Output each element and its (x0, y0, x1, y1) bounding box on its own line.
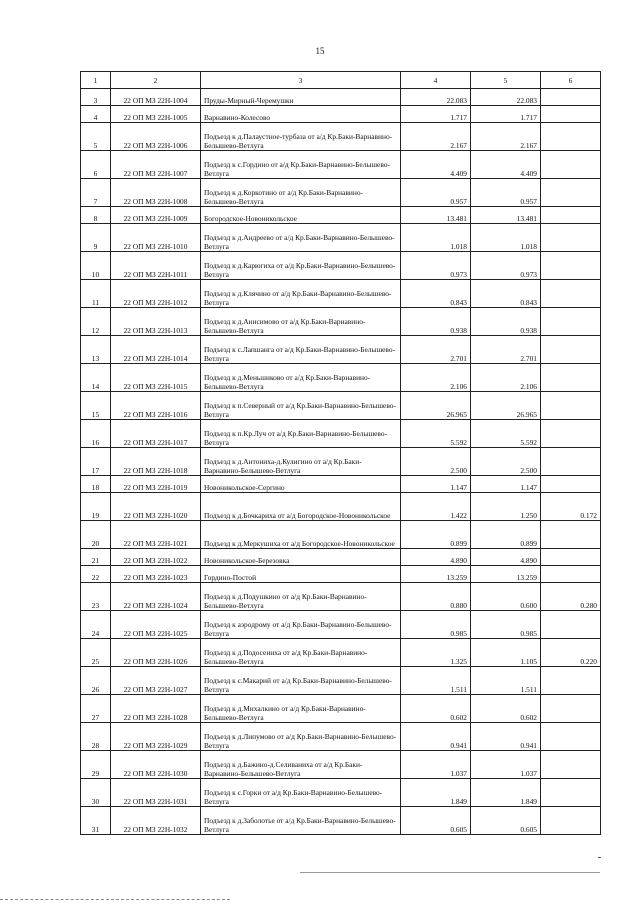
road-code-cell: 22 ОП МЗ 22Н-1006 (111, 123, 201, 151)
length-col5-cell: 0.602 (471, 695, 541, 723)
row-number-cell: 3 (81, 89, 111, 106)
table-header-row (81, 72, 601, 89)
length-col6-cell (541, 364, 601, 392)
header-cell: 3 (201, 72, 401, 89)
road-code-cell: 22 ОП МЗ 22Н-1009 (111, 207, 201, 224)
length-col6-cell (541, 106, 601, 123)
length-col6-cell (541, 751, 601, 779)
road-name-cell: Богородское-Новоникольское (201, 207, 401, 224)
length-col5-cell: 4.409 (471, 151, 541, 179)
road-name-cell: Новоникольское-Сергино (201, 476, 401, 493)
row-number-cell: 18 (81, 476, 111, 493)
total-length-cell: 1.018 (401, 224, 471, 252)
table-row (81, 364, 601, 392)
row-number-cell: 17 (81, 448, 111, 476)
table-row (81, 751, 601, 779)
table-row (81, 308, 601, 336)
road-code-cell: 22 ОП МЗ 22Н-1011 (111, 252, 201, 280)
road-code-cell: 22 ОП МЗ 22Н-1016 (111, 392, 201, 420)
length-col6-cell (541, 123, 601, 151)
row-number-cell: 30 (81, 779, 111, 807)
page-number: 15 (315, 46, 325, 56)
header-cell: 6 (541, 72, 601, 89)
row-number-cell: 13 (81, 336, 111, 364)
road-name-cell: Подъезд к аэродрому от а/д Кр.Баки-Варнавино-Белышево-Ветлуга (201, 611, 401, 639)
row-number-cell: 31 (81, 807, 111, 835)
length-col6-cell (541, 566, 601, 583)
length-col5-cell: 1.037 (471, 751, 541, 779)
length-col5-cell: 26.965 (471, 392, 541, 420)
length-col6-cell: 0.172 (541, 493, 601, 521)
row-number-cell: 28 (81, 723, 111, 751)
length-col6-cell (541, 336, 601, 364)
length-col6-cell: 0.280 (541, 583, 601, 611)
length-col6-cell (541, 667, 601, 695)
road-name-cell: Подъезд к д.Меньшиково от а/д Кр.Баки-Варнавино-Белышево-Ветлуга (201, 364, 401, 392)
total-length-cell: 13.481 (401, 207, 471, 224)
road-code-cell: 22 ОП МЗ 22Н-1026 (111, 639, 201, 667)
length-col6-cell (541, 179, 601, 207)
road-name-cell: Подъезд к с.Макарий от а/д Кр.Баки-Варнавино-Белышево-Ветлуга (201, 667, 401, 695)
row-number-cell: 6 (81, 151, 111, 179)
road-name-cell: Подъезд к д.Клячино от а/д Кр.Баки-Варнавино-Белышево-Ветлуга (201, 280, 401, 308)
total-length-cell: 1.717 (401, 106, 471, 123)
road-code-cell: 22 ОП МЗ 22Н-1022 (111, 549, 201, 566)
road-name-cell: Подъезд к с.Гордино от а/д Кр.Баки-Варнавино-Белышево-Ветлуга (201, 151, 401, 179)
total-length-cell: 2.167 (401, 123, 471, 151)
length-col6-cell (541, 308, 601, 336)
total-length-cell: 26.965 (401, 392, 471, 420)
length-col6-cell (541, 807, 601, 835)
table-row (81, 336, 601, 364)
table-row (81, 448, 601, 476)
road-name-cell: Подъезд к д.Бочкариха от а/д Богородское-Новоникольское (201, 493, 401, 521)
table-row (81, 207, 601, 224)
length-col6-cell (541, 476, 601, 493)
length-col5-cell: 1.105 (471, 639, 541, 667)
length-col5-cell: 2.500 (471, 448, 541, 476)
road-name-cell: Подъезд к д.Михалкино от а/д Кр.Баки-Варнавино-Белышево-Ветлуга (201, 695, 401, 723)
total-length-cell: 4.409 (401, 151, 471, 179)
length-col5-cell: 0.600 (471, 583, 541, 611)
road-name-cell: Подъезд к д.Бажино-д.Селиваниха от а/д Кр.Баки-Варнавино-Белышево-Ветлуга (201, 751, 401, 779)
length-col5-cell: 2.106 (471, 364, 541, 392)
road-code-cell: 22 ОП МЗ 22Н-1031 (111, 779, 201, 807)
length-col5-cell: 1.018 (471, 224, 541, 252)
length-col5-cell: 0.941 (471, 723, 541, 751)
table-row (81, 151, 601, 179)
row-number-cell: 25 (81, 639, 111, 667)
row-number-cell: 19 (81, 493, 111, 521)
length-col5-cell: 1.147 (471, 476, 541, 493)
road-name-cell: Новоникольское-Березовка (201, 549, 401, 566)
total-length-cell: 0.605 (401, 807, 471, 835)
length-col5-cell: 1.511 (471, 667, 541, 695)
row-number-cell: 11 (81, 280, 111, 308)
total-length-cell: 1.037 (401, 751, 471, 779)
total-length-cell: 0.843 (401, 280, 471, 308)
row-number-cell: 15 (81, 392, 111, 420)
table-row (81, 549, 601, 566)
road-name-cell: Подъезд к д.Меркушиха от а/д Богородское-Новоникольское (201, 521, 401, 549)
length-col6-cell (541, 151, 601, 179)
table-row (81, 252, 601, 280)
road-code-cell: 22 ОП МЗ 22Н-1028 (111, 695, 201, 723)
length-col6-cell (541, 695, 601, 723)
row-number-cell: 5 (81, 123, 111, 151)
road-name-cell: Подъезд к д.Коркотино от а/д Кр.Баки-Варнавино-Белышево-Ветлуга (201, 179, 401, 207)
header-cell: 1 (81, 72, 111, 89)
total-length-cell: 0.938 (401, 308, 471, 336)
total-length-cell: 1.147 (401, 476, 471, 493)
length-col6-cell (541, 448, 601, 476)
roads-table (80, 71, 601, 835)
table-row (81, 583, 601, 611)
road-code-cell: 22 ОП МЗ 22Н-1024 (111, 583, 201, 611)
road-name-cell: Подъезд к д.Карюгиха от а/д Кр.Баки-Варнавино-Белышево-Ветлуга (201, 252, 401, 280)
road-code-cell: 22 ОП МЗ 22Н-1015 (111, 364, 201, 392)
total-length-cell: 0.957 (401, 179, 471, 207)
length-col5-cell: 1.717 (471, 106, 541, 123)
row-number-cell: 26 (81, 667, 111, 695)
road-code-cell: 22 ОП МЗ 22Н-1010 (111, 224, 201, 252)
total-length-cell: 2.500 (401, 448, 471, 476)
length-col6-cell (541, 392, 601, 420)
total-length-cell: 0.941 (401, 723, 471, 751)
row-number-cell: 20 (81, 521, 111, 549)
table-row (81, 779, 601, 807)
length-col5-cell: 0.843 (471, 280, 541, 308)
road-name-cell: Подъезд к д.Антониха-д.Кулигино от а/д Кр.Баки-Варнавино-Белышево-Ветлуга (201, 448, 401, 476)
length-col5-cell: 1.849 (471, 779, 541, 807)
total-length-cell: 2.106 (401, 364, 471, 392)
road-name-cell: Подъезд к д.Заболотье от а/д Кр.Баки-Варнавино-Белышево-Ветлуга (201, 807, 401, 835)
road-name-cell: Подъезд к д.Подосениха от а/д Кр.Баки-Варнавино-Белышево-Ветлуга (201, 639, 401, 667)
total-length-cell: 22.083 (401, 89, 471, 106)
length-col5-cell: 13.481 (471, 207, 541, 224)
footer-rule (300, 872, 600, 873)
length-col6-cell (541, 224, 601, 252)
row-number-cell: 9 (81, 224, 111, 252)
total-length-cell: 1.422 (401, 493, 471, 521)
total-length-cell: 0.880 (401, 583, 471, 611)
length-col6-cell (541, 723, 601, 751)
road-name-cell: Подъезд к д.Липумово от а/д Кр.Баки-Варнавино-Белышево-Ветлуга (201, 723, 401, 751)
road-name-cell: Подъезд к п.Северный от а/д Кр.Баки-Варнавино-Белышево-Ветлуга (201, 392, 401, 420)
total-length-cell: 0.899 (401, 521, 471, 549)
road-name-cell: Подъезд к п.Кр.Луч от а/д Кр.Баки-Варнавино-Белышево-Ветлуга (201, 420, 401, 448)
road-name-cell: Подъезд к д.Палаустное-турбаза от а/д Кр.Баки-Варнавино-Белышево-Ветлуга (201, 123, 401, 151)
road-name-cell: Подъезд к д.Подушкино от а/д Кр.Баки-Варнавино-Белышево-Ветлуга (201, 583, 401, 611)
length-col6-cell (541, 207, 601, 224)
road-code-cell: 22 ОП МЗ 22Н-1020 (111, 493, 201, 521)
road-name-cell: Варнавино-Колесово (201, 106, 401, 123)
road-code-cell: 22 ОП МЗ 22Н-1013 (111, 308, 201, 336)
road-code-cell: 22 ОП МЗ 22Н-1030 (111, 751, 201, 779)
row-number-cell: 29 (81, 751, 111, 779)
total-length-cell: 1.511 (401, 667, 471, 695)
length-col5-cell: 1.250 (471, 493, 541, 521)
road-code-cell: 22 ОП МЗ 22Н-1018 (111, 448, 201, 476)
length-col5-cell: 2.167 (471, 123, 541, 151)
table-row (81, 611, 601, 639)
road-code-cell: 22 ОП МЗ 22Н-1029 (111, 723, 201, 751)
table-row (81, 639, 601, 667)
road-code-cell: 22 ОП МЗ 22Н-1017 (111, 420, 201, 448)
margin-mark (598, 857, 601, 858)
row-number-cell: 7 (81, 179, 111, 207)
length-col5-cell: 0.605 (471, 807, 541, 835)
table-row (81, 476, 601, 493)
length-col6-cell (541, 779, 601, 807)
road-code-cell: 22 ОП МЗ 22Н-1021 (111, 521, 201, 549)
length-col5-cell: 13.259 (471, 566, 541, 583)
length-col6-cell (541, 521, 601, 549)
total-length-cell: 4.890 (401, 549, 471, 566)
road-code-cell: 22 ОП МЗ 22Н-1008 (111, 179, 201, 207)
row-number-cell: 4 (81, 106, 111, 123)
length-col6-cell (541, 89, 601, 106)
header-cell: 5 (471, 72, 541, 89)
scan-edge-mark (0, 899, 230, 900)
length-col5-cell: 4.890 (471, 549, 541, 566)
row-number-cell: 10 (81, 252, 111, 280)
table-row (81, 566, 601, 583)
table-row (81, 420, 601, 448)
road-code-cell: 22 ОП МЗ 22Н-1032 (111, 807, 201, 835)
row-number-cell: 23 (81, 583, 111, 611)
row-number-cell: 24 (81, 611, 111, 639)
road-code-cell: 22 ОП МЗ 22Н-1025 (111, 611, 201, 639)
row-number-cell: 14 (81, 364, 111, 392)
length-col5-cell: 0.957 (471, 179, 541, 207)
total-length-cell: 1.325 (401, 639, 471, 667)
road-code-cell: 22 ОП МЗ 22Н-1005 (111, 106, 201, 123)
table-row (81, 667, 601, 695)
length-col5-cell: 22.083 (471, 89, 541, 106)
row-number-cell: 8 (81, 207, 111, 224)
table-row (81, 123, 601, 151)
length-col6-cell (541, 549, 601, 566)
road-name-cell: Подъезд к д.Андреево от а/д Кр.Баки-Варнавино-Белышево-Ветлуга (201, 224, 401, 252)
road-code-cell: 22 ОП МЗ 22Н-1012 (111, 280, 201, 308)
table-row (81, 493, 601, 521)
row-number-cell: 21 (81, 549, 111, 566)
table-row (81, 695, 601, 723)
length-col6-cell: 0.220 (541, 639, 601, 667)
total-length-cell: 0.985 (401, 611, 471, 639)
road-code-cell: 22 ОП МЗ 22Н-1007 (111, 151, 201, 179)
total-length-cell: 2.701 (401, 336, 471, 364)
total-length-cell: 0.973 (401, 252, 471, 280)
road-code-cell: 22 ОП МЗ 22Н-1004 (111, 89, 201, 106)
road-name-cell: Подъезд к с.Лапшанга от а/д Кр.Баки-Варнавино-Белышево-Ветлуга (201, 336, 401, 364)
table-row (81, 106, 601, 123)
road-name-cell: Гордино-Постой (201, 566, 401, 583)
total-length-cell: 0.602 (401, 695, 471, 723)
length-col5-cell: 0.938 (471, 308, 541, 336)
road-code-cell: 22 ОП МЗ 22Н-1027 (111, 667, 201, 695)
table-row (81, 521, 601, 549)
table-row (81, 723, 601, 751)
row-number-cell: 12 (81, 308, 111, 336)
table-row (81, 280, 601, 308)
total-length-cell: 5.592 (401, 420, 471, 448)
length-col5-cell: 2.701 (471, 336, 541, 364)
road-code-cell: 22 ОП МЗ 22Н-1014 (111, 336, 201, 364)
road-name-cell: Подъезд к д.Анисимово от а/д Кр.Баки-Варнавино-Белышево-Ветлуга (201, 308, 401, 336)
road-name-cell: Пруды-Мирный-Черемушки (201, 89, 401, 106)
table-row (81, 807, 601, 835)
row-number-cell: 16 (81, 420, 111, 448)
length-col5-cell: 0.899 (471, 521, 541, 549)
header-cell: 2 (111, 72, 201, 89)
table-row (81, 224, 601, 252)
length-col5-cell: 0.973 (471, 252, 541, 280)
total-length-cell: 13.259 (401, 566, 471, 583)
table-row (81, 179, 601, 207)
length-col6-cell (541, 420, 601, 448)
length-col6-cell (541, 280, 601, 308)
total-length-cell: 1.849 (401, 779, 471, 807)
road-code-cell: 22 ОП МЗ 22Н-1019 (111, 476, 201, 493)
row-number-cell: 22 (81, 566, 111, 583)
length-col5-cell: 0.985 (471, 611, 541, 639)
road-name-cell: Подъезд к с.Горки от а/д Кр.Баки-Варнавино-Белышево-Ветлуга (201, 779, 401, 807)
row-number-cell: 27 (81, 695, 111, 723)
length-col6-cell (541, 252, 601, 280)
length-col6-cell (541, 611, 601, 639)
length-col5-cell: 5.592 (471, 420, 541, 448)
table-row (81, 89, 601, 106)
table-row (81, 392, 601, 420)
road-code-cell: 22 ОП МЗ 22Н-1023 (111, 566, 201, 583)
header-cell: 4 (401, 72, 471, 89)
